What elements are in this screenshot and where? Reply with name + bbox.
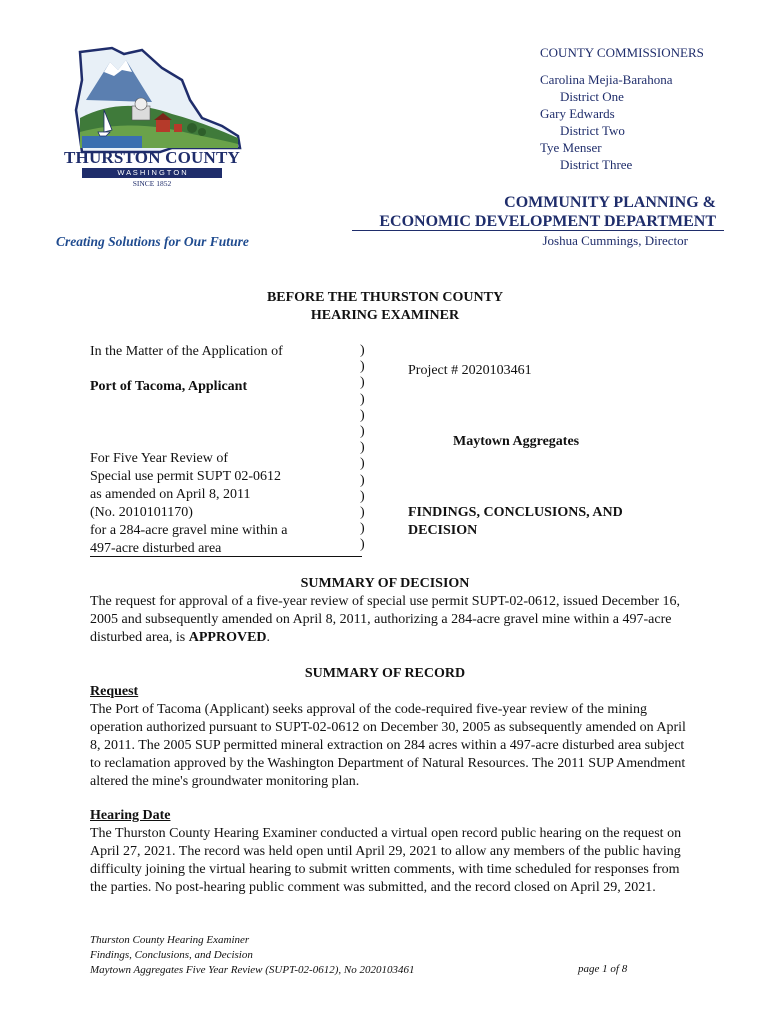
footer-line-1: Thurston County Hearing Examiner bbox=[90, 934, 250, 946]
commissioners-block bbox=[540, 44, 704, 173]
caption-applicant: Port of Tacoma, Applicant bbox=[90, 379, 248, 394]
caption-line: as amended on April 8, 2011 bbox=[90, 487, 251, 502]
footer-line-2: Findings, Conclusions, and Decision bbox=[90, 949, 253, 961]
request-heading-text: Request bbox=[90, 684, 139, 699]
caption-line: Special use permit SUPT 02-0612 bbox=[90, 469, 282, 484]
project-name: Maytown Aggregates bbox=[453, 434, 580, 449]
request-text: The Port of Tacoma (Applicant) seeks approval of the code-required five-year review of the mining operation authorized pursuant to SUPT-02-0612 on December 30, 2005 as subsequently amended on April 8, 2011. The 2005 SUP permitted mineral extraction on 284 acres within a 497-acre disturbed area subject to reclamation approved by the Washington Department of Natural Resources. The 2011 SUP Amendment altered the mine's groundwater monitoring plan. bbox=[90, 702, 686, 789]
hearing-text: The Thurston County Hearing Examiner conducted a virtual open record public hearing on the request on April 27, 2021. The record was held open until April 29, 2021 to allow any members of the public having difficulty joining the virtual hearing to submit written comments, with time scheduled for responses from the parties. No post-hearing public comment was submitted, and the record closed on April 29, 2021. bbox=[90, 826, 682, 895]
caption-matter: In the Matter of the Application of bbox=[90, 344, 283, 359]
heading-line-1: BEFORE THE THURSTON COUNTY bbox=[266, 290, 504, 305]
decision-period: . bbox=[266, 630, 271, 645]
paren: ) bbox=[360, 391, 365, 407]
logo-county-name: THURSTON COUNTY bbox=[63, 148, 241, 167]
department-line-1: COMMUNITY PLANNING & bbox=[504, 194, 716, 211]
hearing-heading bbox=[90, 807, 690, 825]
page-number: page 1 of 8 bbox=[578, 963, 628, 975]
caption-line: (No. 2010101170) bbox=[90, 505, 193, 520]
paren: ) bbox=[360, 407, 365, 423]
commissioner-name: Tye Menser bbox=[540, 140, 602, 155]
commissioner-district: District Two bbox=[560, 123, 625, 138]
caption-line-underlined: 497-acre disturbed area bbox=[90, 540, 362, 557]
commissioner-name: Carolina Mejia-Barahona bbox=[540, 72, 673, 87]
summary-decision-title: SUMMARY OF DECISION bbox=[300, 576, 470, 591]
commissioners-title: COUNTY COMMISSIONERS bbox=[540, 45, 704, 60]
paren: ) bbox=[360, 521, 365, 537]
logo-state-band: W A S H I N G T O N bbox=[82, 168, 222, 178]
paren: ) bbox=[360, 505, 365, 521]
paren: ) bbox=[360, 537, 365, 553]
findings-line-1: FINDINGS, CONCLUSIONS, AND bbox=[408, 505, 623, 520]
decision-text: The request for approval of a five-year review of special use permit SUPT-02-0612, issued December 16, 2005 and subsequently amended on April 8, 2011, authorizing a 284-acre gravel mine within a 497-acre disturbed area, is bbox=[90, 594, 681, 645]
heading-line-2: HEARING EXAMINER bbox=[310, 308, 460, 323]
footer-line-3: Maytown Aggregates Five Year Review (SUPT-02-0612), No 2020103461 bbox=[90, 964, 415, 976]
paren: ) bbox=[360, 375, 365, 391]
commissioner-name: Gary Edwards bbox=[540, 106, 615, 121]
paren: ) bbox=[360, 359, 365, 375]
commissioner-district: District Three bbox=[560, 157, 633, 172]
department-line-2: ECONOMIC DEVELOPMENT DEPARTMENT bbox=[379, 213, 716, 230]
caption-line: for a 284-acre gravel mine within a bbox=[90, 523, 288, 538]
caption-parentheses bbox=[360, 343, 365, 554]
summary-decision-text bbox=[90, 593, 690, 647]
director-name: Joshua Cummings, Director bbox=[542, 233, 688, 248]
department-name bbox=[379, 193, 716, 231]
summary-record-title: SUMMARY OF RECORD bbox=[304, 666, 466, 681]
logo-since: SINCE 1852 bbox=[132, 179, 172, 188]
request-heading bbox=[90, 683, 690, 701]
paren: ) bbox=[360, 440, 365, 456]
caption-line: For Five Year Review of bbox=[90, 451, 229, 466]
paren: ) bbox=[360, 488, 365, 504]
decision-approved: APPROVED bbox=[188, 630, 267, 645]
hearing-heading-text: Hearing Date bbox=[90, 808, 171, 823]
letterhead-rule bbox=[352, 230, 724, 231]
tagline: Creating Solutions for Our Future bbox=[56, 234, 249, 249]
commissioner-district: District One bbox=[560, 89, 624, 104]
footer bbox=[90, 933, 650, 978]
paren: ) bbox=[360, 472, 365, 488]
findings-line-2: DECISION bbox=[408, 523, 478, 538]
paren: ) bbox=[360, 343, 365, 358]
paren: ) bbox=[360, 456, 365, 472]
project-number: Project # 2020103461 bbox=[408, 363, 532, 378]
county-logo bbox=[52, 40, 252, 190]
paren: ) bbox=[360, 424, 365, 440]
